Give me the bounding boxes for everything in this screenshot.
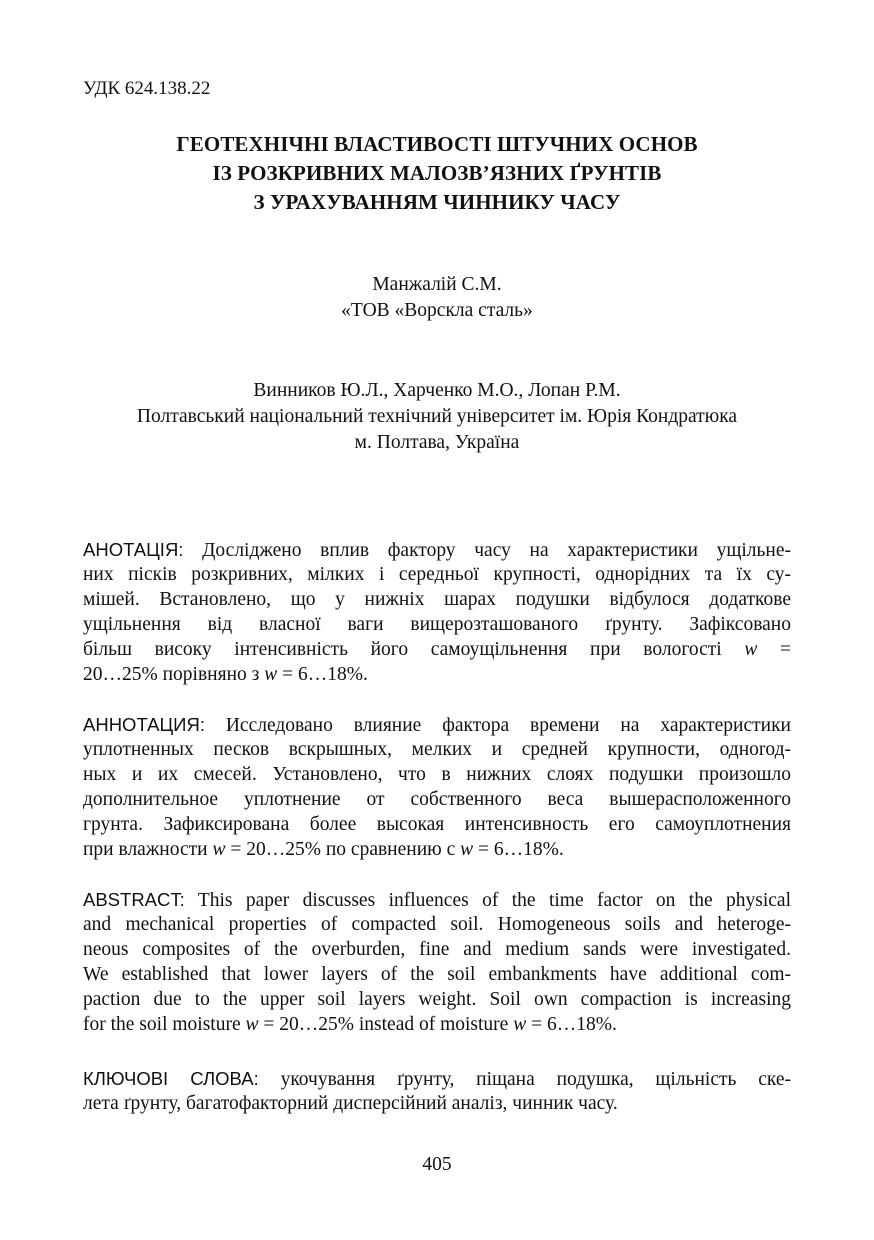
moisture-variable: w [212,839,226,860]
abstract-en-line-6a: for the soil moisture [83,1014,246,1035]
abstract-en-line-3: neous composites of the overburden, fine and medium sands were investigated. [83,939,791,960]
title-line-2: ІЗ РОЗКРИВНИХ МАЛОЗВ’ЯЗНИХ ҐРУНТІВ [212,161,662,185]
abstract-russian [83,712,791,862]
moisture-variable: w [245,1014,259,1035]
author-city: м. Полтава, Україна [354,432,520,453]
abstract-ua-line-5b: = [757,639,791,660]
abstract-ru-line-6a: при влажности [83,839,213,860]
moisture-variable: w [264,664,278,685]
moisture-variable: w [513,1014,527,1035]
abstract-ukrainian [83,537,791,687]
abstract-en-line-1: This paper discusses influences of the time factor on the physical [184,890,791,911]
author-block-1 [83,272,791,324]
moisture-variable: w [460,839,474,860]
abstract-ua-line-6a: 20…25% порівняно з [83,664,265,685]
abstract-ua-line-2: них пісків розкривних, мілких і середньої крупності, однорідних та їх су- [83,564,791,585]
keywords-line-1: укочування ґрунту, піщана подушка, щільність ске- [258,1069,791,1090]
abstract-ru-line-6c: = 6…18%. [473,839,564,860]
abstract-ru-label: АННОТАЦИЯ: [83,714,205,735]
abstract-ru-line-6b: = 20…25% по сравнению с [225,839,461,860]
abstract-ru-line-1: Исследовано влияние фактора времени на характеристики [204,715,791,736]
abstract-en-line-6b: = 20…25% instead of moisture [258,1014,514,1035]
abstract-ua-line-4: ущільнення від власної ваги вищерозташованого ґрунту. Зафіксовано [83,614,791,635]
author-names: Винников Ю.Л., Харченко М.О., Лопан Р.М. [253,380,621,401]
keywords-line-2: лета ґрунту, багатофакторний дисперсійний аналіз, чинник часу. [83,1093,618,1114]
author-university: Полтавський національний технічний університет ім. Юрія Кондратюка [136,406,738,427]
moisture-variable: w [744,639,758,660]
title-line-1: ГЕОТЕХНІЧНІ ВЛАСТИВОСТІ ШТУЧНИХ ОСНОВ [176,132,698,156]
abstract-ua-line-5a: більш високу інтенсивність його самоущільнення при вологості [83,639,745,660]
page-number: 405 [422,1154,452,1175]
abstract-en-line-5: paction due to the upper soil layers weight. Soil own compaction is increasing [83,989,791,1010]
keywords-label: КЛЮЧОВІ СЛОВА: [83,1068,259,1089]
abstract-english [83,887,791,1037]
abstract-ru-line-4: дополнительное уплотнение от собственного веса вышерасположенного [83,789,791,810]
author-affiliation: «ТОВ «Ворскла сталь» [341,300,533,321]
udc-code: УДК 624.138.22 [83,78,211,99]
abstract-ru-line-3: ных и их смесей. Установлено, что в нижних слоях подушки произошло [83,764,791,785]
author-block-2 [83,378,791,456]
abstract-en-line-2: and mechanical properties of compacted soil. Homogeneous soils and heteroge- [83,914,791,935]
abstract-en-line-4: We established that lower layers of the soil embankments have additional com- [83,964,791,985]
abstract-ua-line-1: Досліджено вплив фактору часу на характеристики ущільне- [183,540,791,561]
abstract-ru-line-5: грунта. Зафиксирована более высокая интенсивность его самоуплотнения [83,814,791,835]
author-name: Манжалій С.М. [372,274,502,295]
abstract-ua-label: АНОТАЦІЯ: [83,539,184,560]
abstract-ru-line-2: уплотненных песков вскрышных, мелких и средней крупности, одноrод- [83,739,791,760]
title-line-3: З УРАХУВАННЯМ ЧИННИКУ ЧАСУ [253,190,621,214]
abstract-en-label: ABSTRACT: [83,889,185,910]
paper-title [83,130,791,217]
abstract-ua-line-3: мішей. Встановлено, що у нижніх шарах подушки відбулося додаткове [83,589,791,610]
keywords-ukrainian [83,1066,791,1116]
abstract-en-line-6c: = 6…18%. [526,1014,617,1035]
abstract-ua-line-6b: = 6…18%. [277,664,368,685]
